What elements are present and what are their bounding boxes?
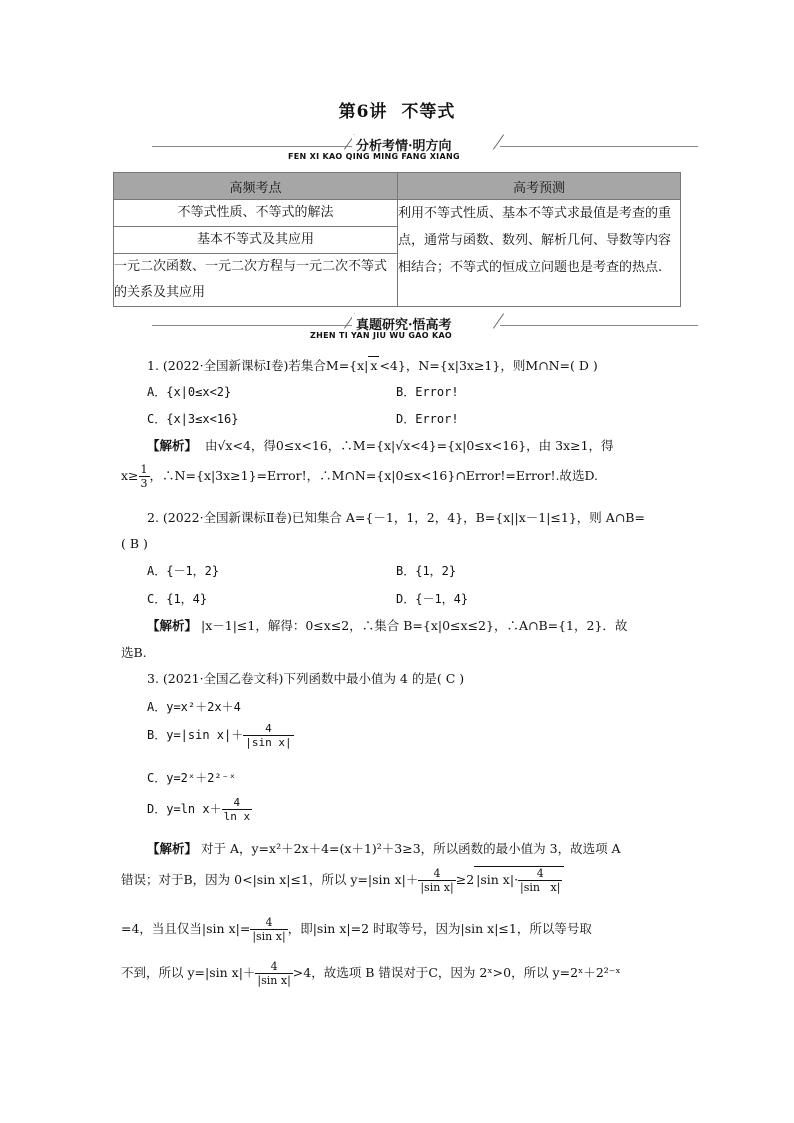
section-heading-zhenti: 真题研究·悟高考 (352, 314, 456, 333)
table-cell-topic: 不等式性质、不等式的解法 (114, 200, 398, 227)
question-3-option-d: D．y=ln x＋ $\frac{4}{\text{ln x}}$ (147, 796, 251, 823)
question-3-stem: 3. (2021·全国乙卷文科)下列函数中最小值为 4 的是( C ) (147, 671, 465, 686)
question-1-option-d: D．Error! (396, 412, 459, 426)
exam-topics-table (113, 172, 681, 307)
section-divider-left (152, 325, 352, 326)
question-2-option-a: A．{－1，2} (147, 564, 220, 578)
fraction: $\frac{1}{3}$ (140, 463, 148, 490)
question-2-analysis: 【解析】 |x－1|≤1，解得：0≤x≤2，∴集合 B={x|0≤x≤2}，∴A∩B={1，2}．故 (147, 618, 628, 633)
question-2-analysis-cont: 选B. (121, 645, 147, 660)
lecture-name: 不等式 (401, 102, 456, 122)
question-1-option-a: A．{x|0≤x<2} (147, 385, 232, 399)
question-2-option-c: C．{1，4} (147, 592, 208, 606)
question-1-analysis-cont: x≥ $\frac{1}{3}$ ，∴N={x|3x≥1}=Error!，∴M∩N={x|0≤x<16}∩Error!=Error!.故选D. (121, 463, 598, 490)
table-cell-forecast: 利用不等式性质、基本不等式求最值是考查的重点，通常与函数、数列、解析几何、导数等内容相结合；不等式的恒成立问题也是考查的热点. (398, 200, 681, 307)
analysis-label: 【解析】 (147, 618, 198, 633)
section-divider-right (500, 146, 698, 147)
question-3-option-a: A．y=x²＋2x＋4 (147, 700, 241, 714)
fraction: $\frac{4}{\text{|sin x|}}$ (245, 722, 292, 749)
section-divider-left (152, 146, 352, 147)
question-1-stem: 1. (2022·全国新课标Ⅰ卷)若集合M={x| x <4}，N={x|3x≥1}，则M∩N=( D ) (147, 358, 598, 373)
sqrt-symbol: x (370, 358, 378, 373)
section-pinyin-kaoqing: FEN XI KAO QING MING FANG XIANG (288, 152, 460, 161)
section-divider-right (500, 325, 698, 326)
table-header-topics: 高频考点 (114, 173, 398, 200)
question-3-option-c: C．y=2ˣ＋2²⁻ˣ (147, 771, 237, 785)
question-3-analysis-line3: =4，当且仅当|sin x|= $\frac{4}{\text{|sin x|}}$ ，即|sin x|=2 时取等号，因为|sin x|≤1，所以等号取 (121, 916, 592, 943)
analysis-label: 【解析】 (147, 438, 198, 453)
table-cell-topic: 一元二次函数、一元二次方程与一元二次不等式的关系及其应用 (114, 254, 398, 307)
fraction: $\frac{4}{\text{|sin x|}}$ (420, 867, 454, 894)
fraction: $\frac{4}{\text{|sin x|}}$ (252, 916, 286, 943)
question-3-analysis-line2: 错误；对于B，因为 0<|sin x|≤1，所以 y=|sin x|＋ $\frac{4}{\text{|sin x|}}$ ≥2 |sin x|· $\frac{4}{\text{|sin x|}}$ (121, 866, 564, 894)
question-3-analysis: 【解析】 对于 A，y=x²＋2x＋4=(x＋1)²＋3≥3，所以函数的最小值为 3，故选项 A (147, 841, 621, 856)
question-3-option-b: B．y=|sin x|＋ $\frac{4}{\text{|sin x|}}$ (147, 722, 292, 749)
fraction: $\frac{4}{\text{|sin x|}}$ (257, 960, 291, 987)
question-2-answer: ( B ) (121, 536, 148, 551)
section-slash-right (493, 134, 504, 149)
fraction: $\frac{4}{\text{|sin x|}}$ (520, 867, 561, 894)
question-1-analysis: 【解析】 由√x<4，得0≤x<16，∴M={x|√x<4}={x|0≤x<16}，由 3x≥1，得 (147, 438, 614, 453)
question-2-option-b: B．{1，2} (396, 564, 457, 578)
analysis-label: 【解析】 (147, 841, 198, 856)
question-1-option-b: B．Error! (396, 385, 459, 399)
question-2-stem: 2. (2022·全国新课标Ⅱ卷)已知集合 A={－1，1，2，4}，B={x||x－1|≤1}，则 A∩B= (147, 510, 645, 525)
question-2-option-d: D．{－1，4} (396, 592, 469, 606)
table-cell-topic: 基本不等式及其应用 (114, 227, 398, 254)
page-title (0, 97, 794, 122)
question-1-option-c: C．{x|3≤x<16} (147, 412, 239, 426)
table-header-forecast: 高考预测 (398, 173, 681, 200)
lecture-number: 第6讲 (338, 102, 388, 122)
question-3-analysis-line4: 不到，所以 y=|sin x|＋ $\frac{4}{\text{|sin x|}}$ >4，故选项 B 错误对于C，因为 2ˣ>0，所以 y=2ˣ＋2²⁻ˣ (121, 960, 621, 987)
section-pinyin-zhenti: ZHEN TI YAN JIU WU GAO KAO (310, 331, 453, 340)
section-heading-kaoqing: 分析考情·明方向 (352, 135, 456, 154)
section-slash-right (493, 313, 504, 328)
fraction: $\frac{4}{\text{ln x}}$ (223, 796, 251, 823)
sqrt-symbol: |sin x|· $\frac{4}{\text{|sin x|}}$ (474, 866, 564, 894)
